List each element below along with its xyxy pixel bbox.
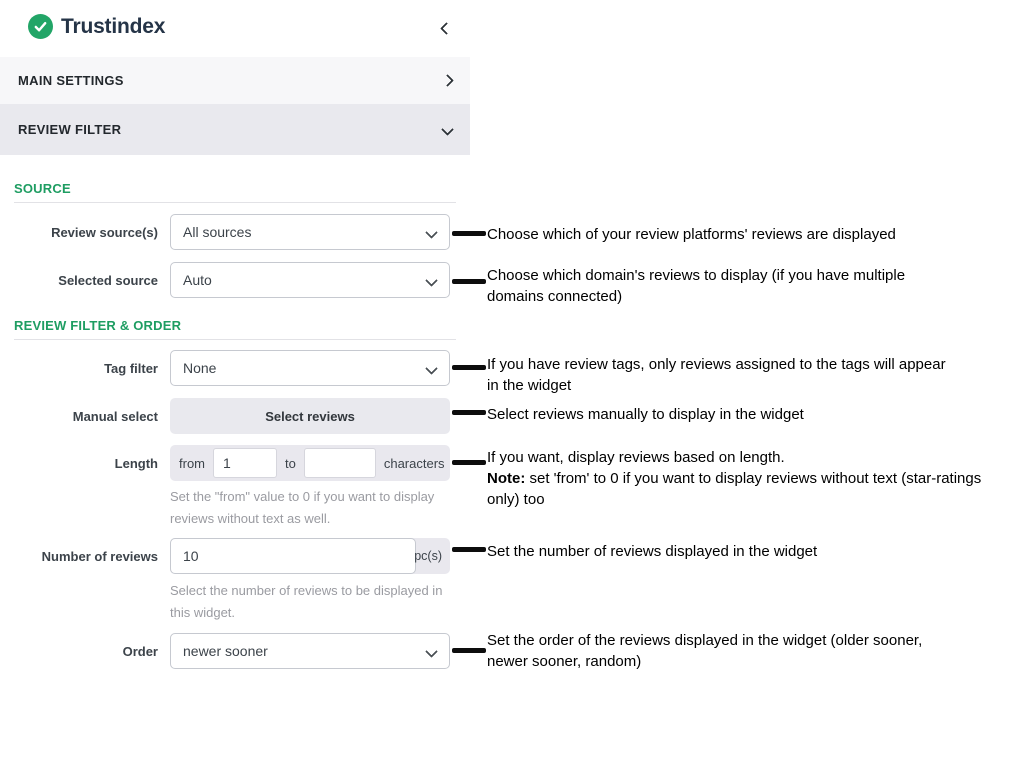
number-of-reviews-suffix: pc(s) <box>414 549 442 563</box>
review-sources-label: Review source(s) <box>51 224 158 240</box>
accordion-review-filter[interactable] <box>0 104 470 155</box>
annotation-selected-source: Choose which domain's reviews to display (if you have multiple domains connected) <box>487 267 906 305</box>
annotation-line <box>452 648 486 653</box>
brand-name: Trustindex <box>61 14 166 38</box>
divider <box>14 339 456 340</box>
annotation-length-intro: If you want, display reviews based on length. <box>487 449 785 466</box>
divider <box>14 202 456 203</box>
row-order <box>0 633 456 669</box>
chevron-down-icon <box>425 226 438 239</box>
tag-filter-label: Tag filter <box>104 360 158 376</box>
annotation-line <box>452 547 486 552</box>
settings-panel <box>0 0 470 772</box>
length-help-text: Set the "from" value to 0 if you want to display reviews without text as well. <box>170 489 435 526</box>
selected-value: None <box>183 360 217 376</box>
annotation-length <box>487 447 1007 510</box>
number-of-reviews-help-text: Select the number of reviews to be displayed in this widget. <box>170 583 443 620</box>
length-to-label: to <box>285 455 296 471</box>
collapse-panel-button[interactable] <box>438 20 454 36</box>
selected-value: Auto <box>183 272 212 288</box>
chevron-right-icon <box>443 72 452 90</box>
length-from-label: from <box>179 455 205 471</box>
annotation-line <box>452 279 486 284</box>
length-label: Length <box>114 455 158 471</box>
chevron-down-icon <box>425 274 438 287</box>
length-to-input[interactable] <box>304 448 376 478</box>
annotation-length-note-label: Note: <box>487 470 526 487</box>
chevron-down-icon <box>443 121 452 139</box>
chevron-down-icon <box>425 645 438 658</box>
row-length <box>0 445 456 481</box>
section-title-filter-order: REVIEW FILTER & ORDER <box>14 318 182 333</box>
selected-value: newer sooner <box>183 643 268 659</box>
annotation-review-sources: Choose which of your review platforms' reviews are displayed <box>487 226 896 243</box>
review-sources-select[interactable] <box>170 214 450 250</box>
number-of-reviews-label: Number of reviews <box>41 548 158 564</box>
row-selected-source <box>0 262 456 298</box>
selected-value: All sources <box>183 224 252 240</box>
annotation-line <box>452 365 486 370</box>
annotation-tag-filter: If you have review tags, only reviews assigned to the tags will appear in the widget <box>487 356 946 394</box>
number-of-reviews-input[interactable] <box>170 538 416 574</box>
number-of-reviews-group <box>170 538 450 574</box>
selected-source-label: Selected source <box>58 272 158 288</box>
select-reviews-button[interactable]: Select reviews <box>170 398 450 434</box>
length-input-group <box>170 445 450 481</box>
trustindex-check-icon <box>28 14 53 39</box>
annotation-length-note-text: set 'from' to 0 if you want to display reviews without text (star-ratings only) too <box>487 470 982 508</box>
manual-select-label: Manual select <box>72 408 158 424</box>
annotation-order: Set the order of the reviews displayed in the widget (older sooner, newer sooner, random) <box>487 632 923 670</box>
length-from-input[interactable] <box>213 448 277 478</box>
annotation-line <box>452 231 486 236</box>
chevron-left-icon <box>440 22 453 35</box>
annotation-number-of-reviews: Set the number of reviews displayed in the widget <box>487 543 818 560</box>
row-manual-select <box>0 398 456 434</box>
order-label: Order <box>122 643 158 659</box>
panel-header <box>0 0 470 57</box>
selected-source-select[interactable] <box>170 262 450 298</box>
row-tag-filter <box>0 350 456 386</box>
row-review-sources <box>0 214 456 250</box>
tag-filter-select[interactable] <box>170 350 450 386</box>
annotation-line <box>452 460 486 465</box>
order-select[interactable] <box>170 633 450 669</box>
row-number-of-reviews <box>0 538 456 574</box>
section-title-source: SOURCE <box>14 181 71 196</box>
annotation-manual-select: Select reviews manually to display in the widget <box>487 406 804 423</box>
length-suffix: characters <box>383 455 445 471</box>
accordion-main-settings[interactable] <box>0 57 470 104</box>
accordion-label: REVIEW FILTER <box>18 122 122 137</box>
accordion-label: MAIN SETTINGS <box>18 73 124 88</box>
annotation-line <box>452 410 486 415</box>
chevron-down-icon <box>425 362 438 375</box>
brand <box>28 14 165 39</box>
